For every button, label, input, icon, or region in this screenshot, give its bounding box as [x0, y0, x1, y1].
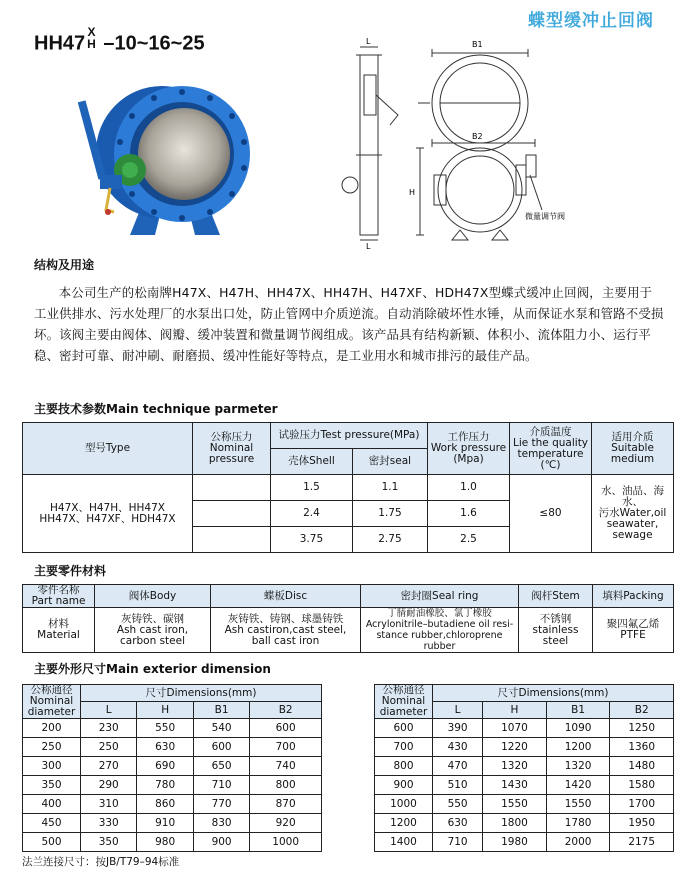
params-nominal-cell: [193, 475, 271, 501]
dims-cell: 1580: [610, 776, 674, 795]
dims-cell: 770: [193, 795, 249, 814]
dims-cell: 600: [375, 719, 433, 738]
materials-cell: 不锈钢 stainless steel: [519, 608, 593, 653]
params-col-temp: 介质温度 Lie the quality temperature (℃): [510, 423, 592, 475]
dims-sub-B2: B2: [250, 702, 322, 719]
dims-cell: 350: [23, 776, 81, 795]
dims-cell: 740: [250, 757, 322, 776]
dims-cell: 1360: [610, 738, 674, 757]
materials-header: 密封圈Seal ring: [361, 585, 519, 608]
dims-cell: 710: [433, 833, 483, 852]
dims-cell: 1320: [483, 757, 547, 776]
model-prefix: HH47: [34, 32, 86, 55]
dims-cell: 400: [23, 795, 81, 814]
dims-row: [23, 795, 322, 814]
params-col-test: 试验压力Test pressure(MPa): [271, 423, 428, 449]
dims-cell: 500: [23, 833, 81, 852]
structure-heading: 结构及用途: [34, 258, 95, 272]
dims-cell: 1480: [610, 757, 674, 776]
dims-cell: 270: [81, 757, 137, 776]
drawing-dim-H: H: [409, 188, 416, 197]
dims-cell: 350: [81, 833, 137, 852]
params-seal-cell: 1.1: [352, 475, 427, 501]
dims-cell: 870: [250, 795, 322, 814]
materials-header: 填料Packing: [593, 585, 674, 608]
dims-row: [23, 814, 322, 833]
dims-cell: 830: [193, 814, 249, 833]
materials-cell: 聚四氟乙烯 PTFE: [593, 608, 674, 653]
dims-sub-B1: B1: [546, 702, 610, 719]
dims-cell: 1550: [483, 795, 547, 814]
dims-cell: 800: [250, 776, 322, 795]
dims-col-dims: 尺寸Dimensions(mm): [433, 685, 674, 702]
dims-row: [375, 776, 674, 795]
dims-sub-B1: B1: [193, 702, 249, 719]
dims-cell: 1250: [610, 719, 674, 738]
params-table: [22, 422, 674, 553]
dims-cell: 430: [433, 738, 483, 757]
params-nominal-cell: [193, 501, 271, 527]
params-type-value: H47X、H47H、HH47X HH47X、H47XF、HDH47X: [23, 475, 193, 553]
drawing-dim-B2: B2: [472, 132, 483, 141]
params-row: [23, 475, 674, 501]
dims-cell: 1430: [483, 776, 547, 795]
dims-cell: 910: [137, 814, 193, 833]
brand-title: 蝶型缓冲止回阀: [528, 11, 654, 31]
dims-cell: 1000: [250, 833, 322, 852]
dims-cell: 900: [193, 833, 249, 852]
materials-cell: 灰铸铁、碳钢 Ash cast iron, carbon steel: [95, 608, 211, 653]
dims-cell: 2000: [546, 833, 610, 852]
dims-cell: 250: [81, 738, 137, 757]
dims-cell: 710: [193, 776, 249, 795]
materials-table: [22, 584, 674, 653]
dims-cell: 450: [23, 814, 81, 833]
dims-row: [375, 757, 674, 776]
dims-cell: 600: [250, 719, 322, 738]
dims-cell: 2175: [610, 833, 674, 852]
dims-table-right: [374, 684, 674, 852]
structure-text: 本公司生产的松南牌H47X、H47H、HH47X、HH47H、H47XF、HDH47X型蝶式缓冲止回阀，主要用于工业供排水、污水处理厂的水泵出口处，防止管网中介质逆流。自动消除破坏性水锤，从而保证水泵和管路不受损坏。该阀主要由阀体、阀瓣、缓冲装置和微量调节阀组成。该产品具有结构新颖、体积小、流体阻力小、运行平稳、密封可靠、耐冲刷、耐磨损、缓冲性能好等特点，是工业用水和城市排污的最佳产品。: [34, 285, 664, 363]
dims-cell: 1200: [546, 738, 610, 757]
dims-row: [23, 757, 322, 776]
params-seal-cell: 1.75: [352, 501, 427, 527]
dims-heading: 主要外形尺寸Main exterior dimension: [34, 662, 271, 676]
dims-cell: 250: [23, 738, 81, 757]
drawing-dim-L: L: [366, 37, 371, 46]
dims-cell: 470: [433, 757, 483, 776]
params-col-type: 型号Type: [23, 423, 193, 475]
dims-cell: 1320: [546, 757, 610, 776]
dims-cell: 550: [433, 795, 483, 814]
params-temp-value: ≤80: [510, 475, 592, 553]
dims-cell: 290: [81, 776, 137, 795]
materials-cell: 灰铸铁、铸钢、球墨铸铁 Ash castiron,cast steel, ball cast iron: [211, 608, 361, 653]
params-shell-cell: 3.75: [271, 527, 353, 553]
dims-cell: 900: [375, 776, 433, 795]
dims-cell: 230: [81, 719, 137, 738]
params-medium-value: 水、油品、海水、 污水Water,oil seawater, sewage: [592, 475, 674, 553]
params-shell-cell: 2.4: [271, 501, 353, 527]
dims-cell: 980: [137, 833, 193, 852]
dims-cell: 1700: [610, 795, 674, 814]
model-sup-top: X: [87, 25, 96, 39]
dims-cell: 1800: [483, 814, 547, 833]
dims-cell: 650: [193, 757, 249, 776]
dims-cell: 690: [137, 757, 193, 776]
dims-cell: 540: [193, 719, 249, 738]
dims-sub-L: L: [433, 702, 483, 719]
dims-row: [375, 719, 674, 738]
dims-cell: 1090: [546, 719, 610, 738]
drawing-note: 微量调节阀: [525, 212, 565, 221]
dims-cell: 1420: [546, 776, 610, 795]
model-suffix: –10~16~25: [103, 32, 205, 55]
drawing-dim-B1: B1: [472, 40, 483, 49]
dims-cell: 300: [23, 757, 81, 776]
dims-sub-L: L: [81, 702, 137, 719]
dims-cell: 390: [433, 719, 483, 738]
model-number: [34, 25, 205, 56]
params-col-work: 工作压力 Work pressure (Mpa): [428, 423, 510, 475]
dims-table-left: [22, 684, 322, 852]
params-col-medium: 适用介质 Suitable medium: [592, 423, 674, 475]
dims-cell: 1070: [483, 719, 547, 738]
dims-cell: 1980: [483, 833, 547, 852]
dims-row: [375, 795, 674, 814]
dims-col-dn: 公称通径 Nominal diameter: [375, 685, 433, 719]
dims-cell: 780: [137, 776, 193, 795]
params-col-shell: 壳体Shell: [271, 449, 353, 475]
params-col-seal: 密封seal: [352, 449, 427, 475]
params-seal-cell: 2.75: [352, 527, 427, 553]
materials-header: 蝶板Disc: [211, 585, 361, 608]
params-nominal-cell: [193, 527, 271, 553]
valve-photo: [70, 70, 260, 240]
dims-row: [23, 833, 322, 852]
dims-cell: 800: [375, 757, 433, 776]
dims-cell: 1200: [375, 814, 433, 833]
materials-header: 阀体Body: [95, 585, 211, 608]
dims-cell: 1950: [610, 814, 674, 833]
footnote: 法兰连接尺寸：按JB/T79–94标准: [22, 856, 180, 868]
model-variant-stack: [87, 26, 96, 50]
dims-row: [375, 833, 674, 852]
dims-col-dn: 公称通径 Nominal diameter: [23, 685, 81, 719]
model-sup-bottom: H: [87, 37, 96, 51]
materials-cell: 丁腈耐油橡胶、氯丁橡胶 Acrylonitrile–butadiene oil resi- stance rubber,chloroprene rubber: [361, 608, 519, 653]
params-work-cell: 2.5: [428, 527, 510, 553]
dims-cell: 510: [433, 776, 483, 795]
dims-sub-H: H: [137, 702, 193, 719]
dims-cell: 1550: [546, 795, 610, 814]
dims-cell: 700: [250, 738, 322, 757]
dims-row: [23, 738, 322, 757]
params-work-cell: 1.0: [428, 475, 510, 501]
materials-header: 零件名称 Part name: [23, 585, 95, 608]
materials-row-label: 材料 Material: [23, 608, 95, 653]
params-work-cell: 1.6: [428, 501, 510, 527]
materials-header: 阀杆Stem: [519, 585, 593, 608]
technical-drawings: [320, 35, 660, 250]
structure-paragraph: [34, 282, 664, 366]
dims-cell: 700: [375, 738, 433, 757]
materials-header-row: [23, 585, 674, 608]
dims-cell: 630: [137, 738, 193, 757]
dims-sub-B2: B2: [610, 702, 674, 719]
dims-cell: 1400: [375, 833, 433, 852]
dims-cell: 1780: [546, 814, 610, 833]
dims-cell: 310: [81, 795, 137, 814]
dims-cell: 1220: [483, 738, 547, 757]
materials-row: [23, 608, 674, 653]
params-col-nominal: 公称压力 Nominal pressure: [193, 423, 271, 475]
dims-row: [375, 738, 674, 757]
dims-cell: 920: [250, 814, 322, 833]
drawing-dim-L-bottom: L: [366, 242, 371, 250]
dims-cell: 200: [23, 719, 81, 738]
params-shell-cell: 1.5: [271, 475, 353, 501]
params-heading: 主要技术参数Main technique parmeter: [34, 402, 278, 416]
dims-row: [23, 719, 322, 738]
dims-cell: 1000: [375, 795, 433, 814]
dims-sub-H: H: [483, 702, 547, 719]
dims-row: [23, 776, 322, 795]
dims-cell: 860: [137, 795, 193, 814]
dims-cell: 550: [137, 719, 193, 738]
dims-row: [375, 814, 674, 833]
dims-col-dims: 尺寸Dimensions(mm): [81, 685, 322, 702]
materials-heading: 主要零件材料: [34, 564, 107, 578]
dims-cell: 330: [81, 814, 137, 833]
dims-cell: 600: [193, 738, 249, 757]
dims-cell: 630: [433, 814, 483, 833]
